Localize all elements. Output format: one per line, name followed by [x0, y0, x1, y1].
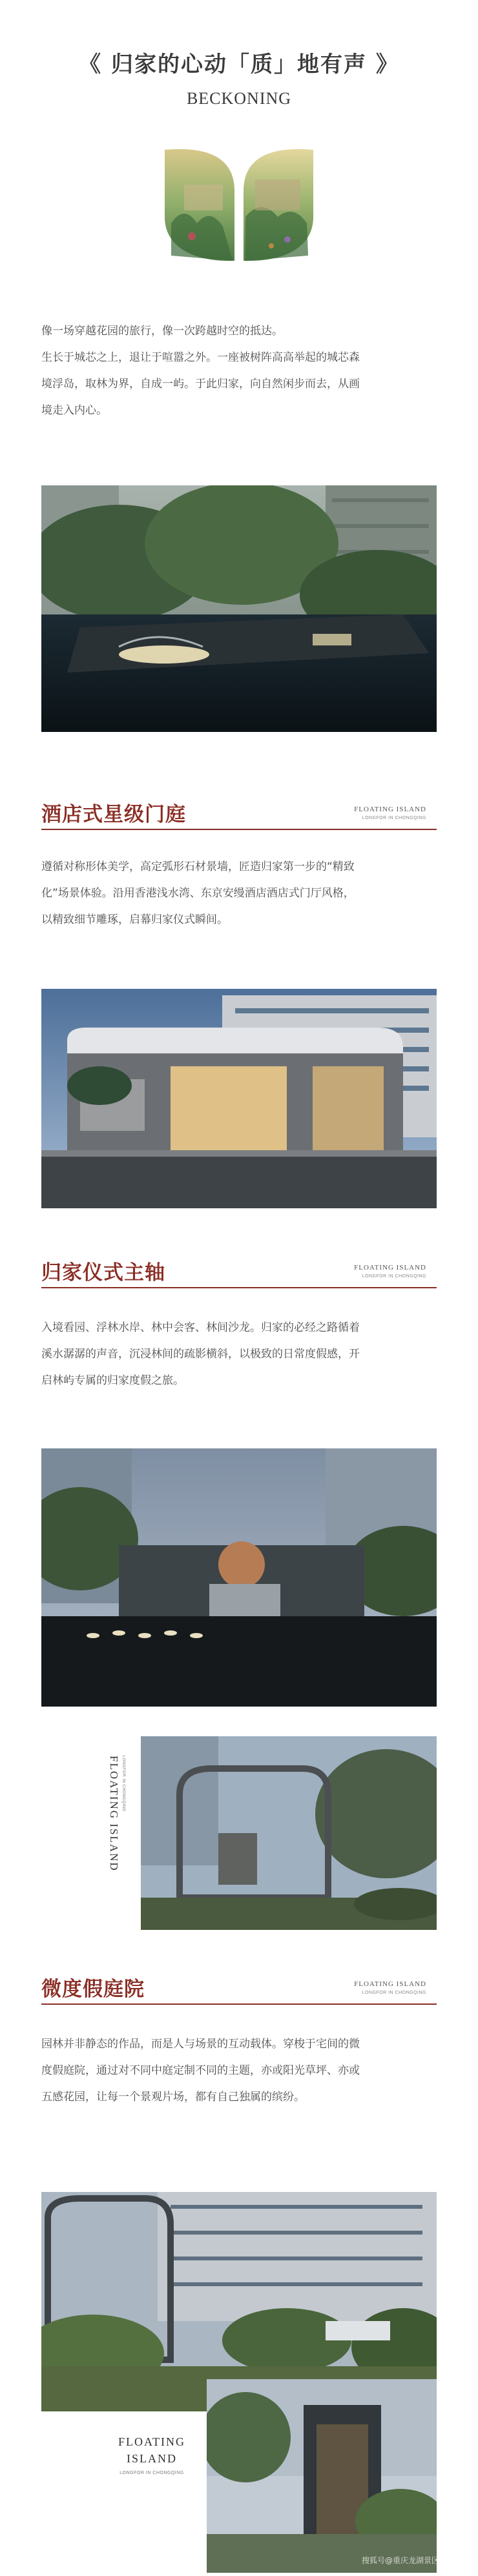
- section-line: 度假庭院，通过对不同中庭定制不同的主题，亦或阳光草坪、亦或: [41, 2064, 360, 2077]
- source-watermark: 搜狐号@重庆龙湖景区: [362, 2556, 440, 2565]
- section-paragraph: [41, 1317, 437, 1392]
- photo-garden-gate: [207, 2379, 440, 2573]
- section-title: 归家仪式主轴: [41, 1261, 165, 1284]
- section-en-title: FLOATING ISLAND: [354, 1264, 426, 1272]
- vertical-brand-label: [102, 1756, 141, 1911]
- section-en-title: FLOATING ISLAND: [354, 806, 426, 813]
- intro-paragraph: [41, 320, 437, 422]
- intro-line: 像一场穿越花园的旅行，像一次跨越时空的抵达。: [41, 325, 283, 338]
- vertical-title: FLOATING ISLAND: [108, 1756, 120, 1872]
- leaf-emblem-image: [158, 146, 320, 266]
- photo-courtyard: [41, 2192, 437, 2411]
- section-line: 化”场景体验。沿用香港浅水湾、东京安缦酒店酒店式门厅风格，: [41, 887, 355, 900]
- page-title: 《 归家的心动「质」地有声 》: [79, 52, 399, 77]
- photo-entrance-gate: [41, 989, 437, 1208]
- intro-line: 生长于城芯之上，退让于喧嚣之外。一座被树阵高高举起的城芯森: [41, 351, 360, 364]
- section-paragraph: [41, 856, 437, 931]
- photo-fountain-sculpture: [41, 1448, 437, 1707]
- section-divider: [41, 1287, 437, 1288]
- section-paragraph: [41, 2033, 437, 2109]
- brand-line-1: FLOATING: [118, 2435, 185, 2448]
- section-title: 微度假庭院: [41, 1978, 145, 2001]
- section-line: 园林并非静态的作品，而是人与场景的互动载体。穿梭于宅间的微: [41, 2038, 360, 2051]
- intro-line: 境走入内心。: [41, 404, 107, 417]
- vertical-subtitle: LONGFOR IN CHONGQING: [121, 1756, 125, 1812]
- photo-water-feature: [41, 485, 437, 732]
- bottom-brand-label: [97, 2433, 207, 2475]
- section-en-subtitle: LONGFOR IN CHONGQING: [362, 1991, 426, 1995]
- photo-pavilion: [141, 1736, 437, 1930]
- section-line: 以精致细节雕琢，启幕归家仪式瞬间。: [41, 913, 228, 926]
- brand-subtitle: LONGFOR IN CHONGQING: [119, 2471, 184, 2475]
- section-line: 入境看园、浮林水岸、林中会客、林间沙龙。归家的必经之路循着: [41, 1321, 360, 1334]
- section-divider: [41, 829, 437, 830]
- section-en-subtitle: LONGFOR IN CHONGQING: [362, 1274, 426, 1279]
- page-subtitle: BECKONING: [186, 89, 292, 108]
- section-line: 溪水潺潺的声音，沉浸林间的疏影横斜，以极致的日常度假感，开: [41, 1348, 360, 1361]
- section-title: 酒店式星级门庭: [41, 803, 186, 826]
- section-en-title: FLOATING ISLAND: [354, 1980, 426, 1988]
- intro-line: 境浮岛，取林为界，自成一屿。于此归家，向自然闲步而去，从画: [41, 378, 360, 390]
- section-divider: [41, 2003, 437, 2005]
- section-line: 五感花园，让每一个景观片场，都有自己独属的缤纷。: [41, 2091, 305, 2104]
- brand-line-2: ISLAND: [127, 2452, 177, 2465]
- section-line: 遵循对称形体美学，高定弧形石材景墙，匠造归家第一步的“精致: [41, 860, 355, 873]
- section-en-subtitle: LONGFOR IN CHONGQING: [362, 816, 426, 820]
- section-line: 启林屿专属的归家度假之旅。: [41, 1374, 184, 1387]
